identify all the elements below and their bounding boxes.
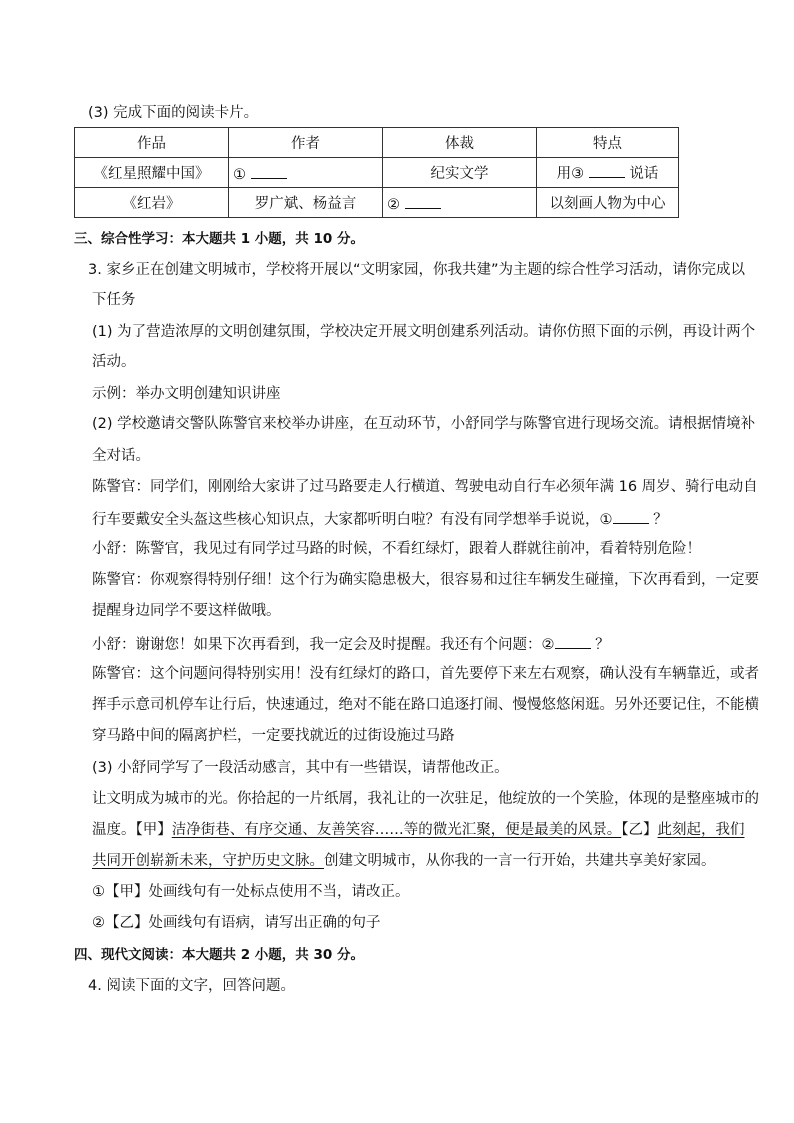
part-1-text-cont: 活动。 [92,354,136,370]
part-1-text: (1) 为了营造浓厚的文明创建氛围，学校决定开展文明创建系列活动。请你仿照下面的示例，再设计两个 [92,324,756,340]
blank-line [251,163,287,179]
part-2-text-cont: 全对话。 [92,448,150,464]
reading-card-table [74,127,679,218]
answer-blank-2[interactable] [555,633,591,649]
header-author: 作者 [229,128,383,158]
blank-line [405,193,441,209]
essay-line-1: 让文明成为城市的光。你拾起的一片纸屑，我礼让的一次驻足，他绽放的一个笑脸，体现的是整座城市的 [92,791,759,807]
dialogue-officer-1-cont: 行车要戴安全头盔这些核心知识点，大家都听明白啦？有没有同学想举手说说，① ？ [92,508,668,530]
underlined-sentence-jia: 洁净街巷、有序交通、友善笑容……等的微光汇聚，便是最美的风景。 [171,822,622,838]
section-4-title: 四、现代文阅读：本大题共 2 小题，共 30 分。 [74,947,364,963]
sub-question-2: ②【乙】处画线句有语病，请写出正确的句子 [92,915,381,931]
table-row [75,188,679,218]
part-2-text: (2) 学校邀请交警队陈警官来校举办讲座，在互动环节，小舒同学与陈警官进行现场交流。请根据情境补 [92,416,756,432]
dialogue-officer-2: 陈警官：你观察得特别仔细！这个行为确实隐患极大，很容易和过往车辆发生碰撞，下次再看到，一定要 [92,572,759,588]
blank-line [589,162,625,178]
question-3-intro: 3. 家乡正在创建文明城市，学校将开展以“文明家园，你我共建”为主题的综合性学习活动，请你完成以 [88,262,745,278]
sub-question-1: ①【甲】处画线句有一处标点使用不当，请改正。 [92,884,410,900]
cell-genre: 纪实文学 [383,158,537,188]
question-3-intro-cont: 下任务 [92,292,136,308]
cell-work: 《红岩》 [75,188,229,218]
essay-line-3: 共同开创崭新未来，守护历史文脉。创建文明城市，从你我的一言一行开始，共建共享美好家园。 [92,853,716,869]
cell-genre-blank[interactable]: ② [383,188,537,218]
dialogue-xiaoshu-1: 小舒：陈警官，我见过有同学过马路的时候，不看红绿灯，跟着人群就往前冲，看着特别危险！ [92,541,701,557]
dialogue-xiaoshu-2: 小舒：谢谢您！如果下次再看到，我一定会及时提醒。我还有个问题：② ？ [92,633,610,655]
dialogue-officer-1: 陈警官：同学们，刚刚给大家讲了过马路要走人行横道、驾驶电动自行车必须年满 16 周岁、骑行电动自 [92,479,758,495]
part-3-text: (3) 小舒同学写了一段活动感言，其中有一些错误，请帮他改正。 [92,760,509,776]
table-row [75,158,679,188]
underlined-sentence-yi: 此刻起，我们 [657,822,745,838]
dialogue-officer-3: 陈警官：这个问题问得特别实用！没有红绿灯的路口，首先要停下来左右观察，确认没有车辆靠近，或者 [92,666,759,682]
cell-work: 《红星照耀中国》 [75,158,229,188]
cell-author-blank[interactable]: ① [229,158,383,188]
example-text: 示例：举办文明创建知识讲座 [92,386,281,402]
answer-blank-1[interactable] [613,508,649,524]
header-feature: 特点 [537,128,679,158]
question-3-prompt: (3) 完成下面的阅读卡片。 [88,105,259,121]
cell-feature: 以刻画人物为中心 [537,188,679,218]
essay-line-2: 温度。【甲】洁净街巷、有序交通、友善笑容……等的微光汇聚，便是最美的风景。【乙】此刻起，我们 [92,822,745,838]
header-genre: 体裁 [383,128,537,158]
underlined-sentence-yi-cont: 共同开创崭新未来，守护历史文脉。 [92,853,324,869]
dialogue-officer-3-end: 穿马路中间的隔离护栏，一定要找就近的过街设施过马路 [92,728,455,744]
dialogue-officer-2-cont: 提醒身边同学不要这样做哦。 [92,603,281,619]
cell-feature-blank[interactable]: 用③ 说话 [537,158,679,188]
question-4-prompt: 4. 阅读下面的文字，回答问题。 [88,978,295,994]
header-work: 作品 [75,128,229,158]
cell-author: 罗广斌、杨益言 [229,188,383,218]
table-header-row [75,128,679,158]
section-3-title: 三、综合性学习：本大题共 1 小题，共 10 分。 [74,231,364,247]
dialogue-officer-3-cont: 挥手示意司机停车让行后，快速通过，绝对不能在路口追逐打闹、慢慢悠悠闲逛。另外还要记住，不能横 [92,697,759,713]
